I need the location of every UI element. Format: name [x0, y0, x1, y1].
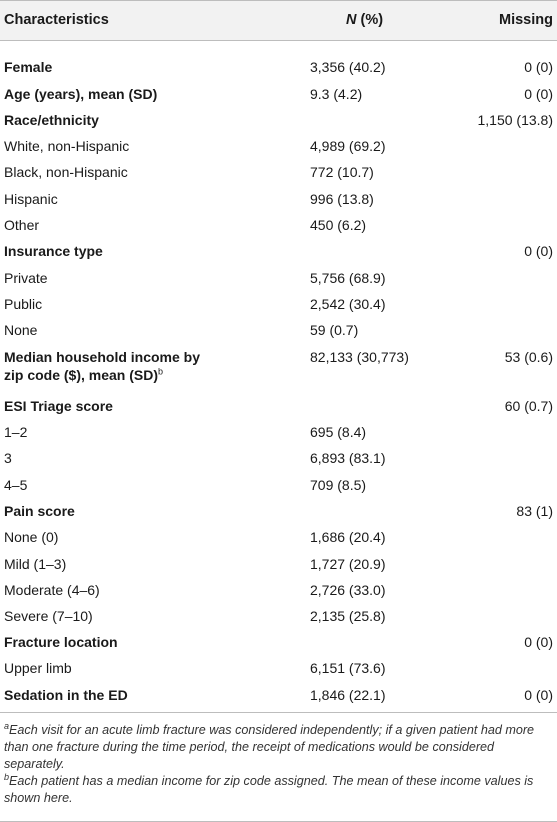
row-label: Other [4, 217, 40, 233]
row-missing: 0 (0) [524, 687, 553, 703]
row-n: 695 (8.4) [310, 424, 367, 440]
header-rule [0, 40, 557, 41]
row-label: Age (years), mean (SD) [4, 86, 158, 102]
row-missing: 0 (0) [524, 86, 553, 102]
row-n: 2,135 (25.8) [310, 608, 386, 624]
row-missing: 0 (0) [524, 243, 553, 259]
row-label: 1–2 [4, 424, 28, 440]
row-missing: 53 (0.6) [504, 349, 553, 365]
header-n-percent [346, 12, 383, 29]
footnote-marker-b: b [158, 366, 164, 377]
row-missing: 83 (1) [516, 503, 553, 519]
row-label-line2-text: zip code ($), mean (SD) [4, 367, 159, 383]
row-n: 1,686 (20.4) [310, 529, 386, 545]
row-n: 82,133 (30,773) [310, 349, 409, 365]
row-n: 5,756 (68.9) [310, 270, 386, 286]
row-missing: 1,150 (13.8) [477, 112, 553, 128]
row-n: 709 (8.5) [310, 477, 367, 493]
row-label: Hispanic [4, 191, 58, 207]
footnote-a-text: Each visit for an acute limb fracture was considered independently; if a given patient had more than one fracture during the time period, the receipt of medications would be considered separately. [4, 723, 535, 771]
footnote-marker-a: a [4, 720, 10, 731]
row-label: Severe (7–10) [4, 608, 93, 624]
header-n-letter: N [346, 12, 357, 28]
footnote-b [4, 773, 554, 807]
row-label: None [4, 322, 38, 338]
row-label: None (0) [4, 529, 59, 545]
row-n: 1,846 (22.1) [310, 687, 386, 703]
row-n: 2,726 (33.0) [310, 582, 386, 598]
row-n: 1,727 (20.9) [310, 556, 386, 572]
row-missing: 0 (0) [524, 634, 553, 650]
row-n: 6,893 (83.1) [310, 450, 386, 466]
row-label: Moderate (4–6) [4, 582, 100, 598]
row-label: Private [4, 270, 48, 286]
row-label: Upper limb [4, 660, 72, 676]
footnote-marker-b: b [4, 771, 10, 782]
row-label: Female [4, 59, 53, 75]
row-label: ESI Triage score [4, 398, 113, 414]
row-label-line1: Median household income by [4, 349, 201, 365]
row-label: Sedation in the ED [4, 687, 128, 703]
row-n: 450 (6.2) [310, 217, 367, 233]
header-characteristics: Characteristics [4, 12, 109, 28]
row-label: Public [4, 296, 43, 312]
footnote-a [4, 722, 554, 773]
row-label: 4–5 [4, 477, 28, 493]
row-label: 3 [4, 450, 12, 466]
row-label-income [4, 348, 200, 384]
row-n: 772 (10.7) [310, 164, 374, 180]
row-label: Black, non-Hispanic [4, 164, 128, 180]
row-n: 59 (0.7) [310, 322, 359, 338]
row-label-line2 [4, 366, 200, 384]
row-n: 2,542 (30.4) [310, 296, 386, 312]
header-percent: (%) [356, 12, 384, 28]
row-n: 996 (13.8) [310, 191, 374, 207]
row-n: 9.3 (4.2) [310, 86, 363, 102]
row-missing: 0 (0) [524, 59, 553, 75]
row-label: White, non-Hispanic [4, 138, 130, 154]
footnote-b-text: Each patient has a median income for zip code assigned. The mean of these income values is shown here. [4, 774, 534, 805]
row-n: 4,989 (69.2) [310, 138, 386, 154]
row-missing: 60 (0.7) [504, 398, 553, 414]
footnote-rule [0, 712, 557, 713]
row-n: 6,151 (73.6) [310, 660, 386, 676]
row-label: Fracture location [4, 634, 118, 650]
row-label: Insurance type [4, 243, 103, 259]
row-label: Race/ethnicity [4, 112, 99, 128]
row-label: Pain score [4, 503, 75, 519]
row-n: 3,356 (40.2) [310, 59, 386, 75]
row-label: Mild (1–3) [4, 556, 67, 572]
header-missing: Missing [499, 12, 553, 28]
